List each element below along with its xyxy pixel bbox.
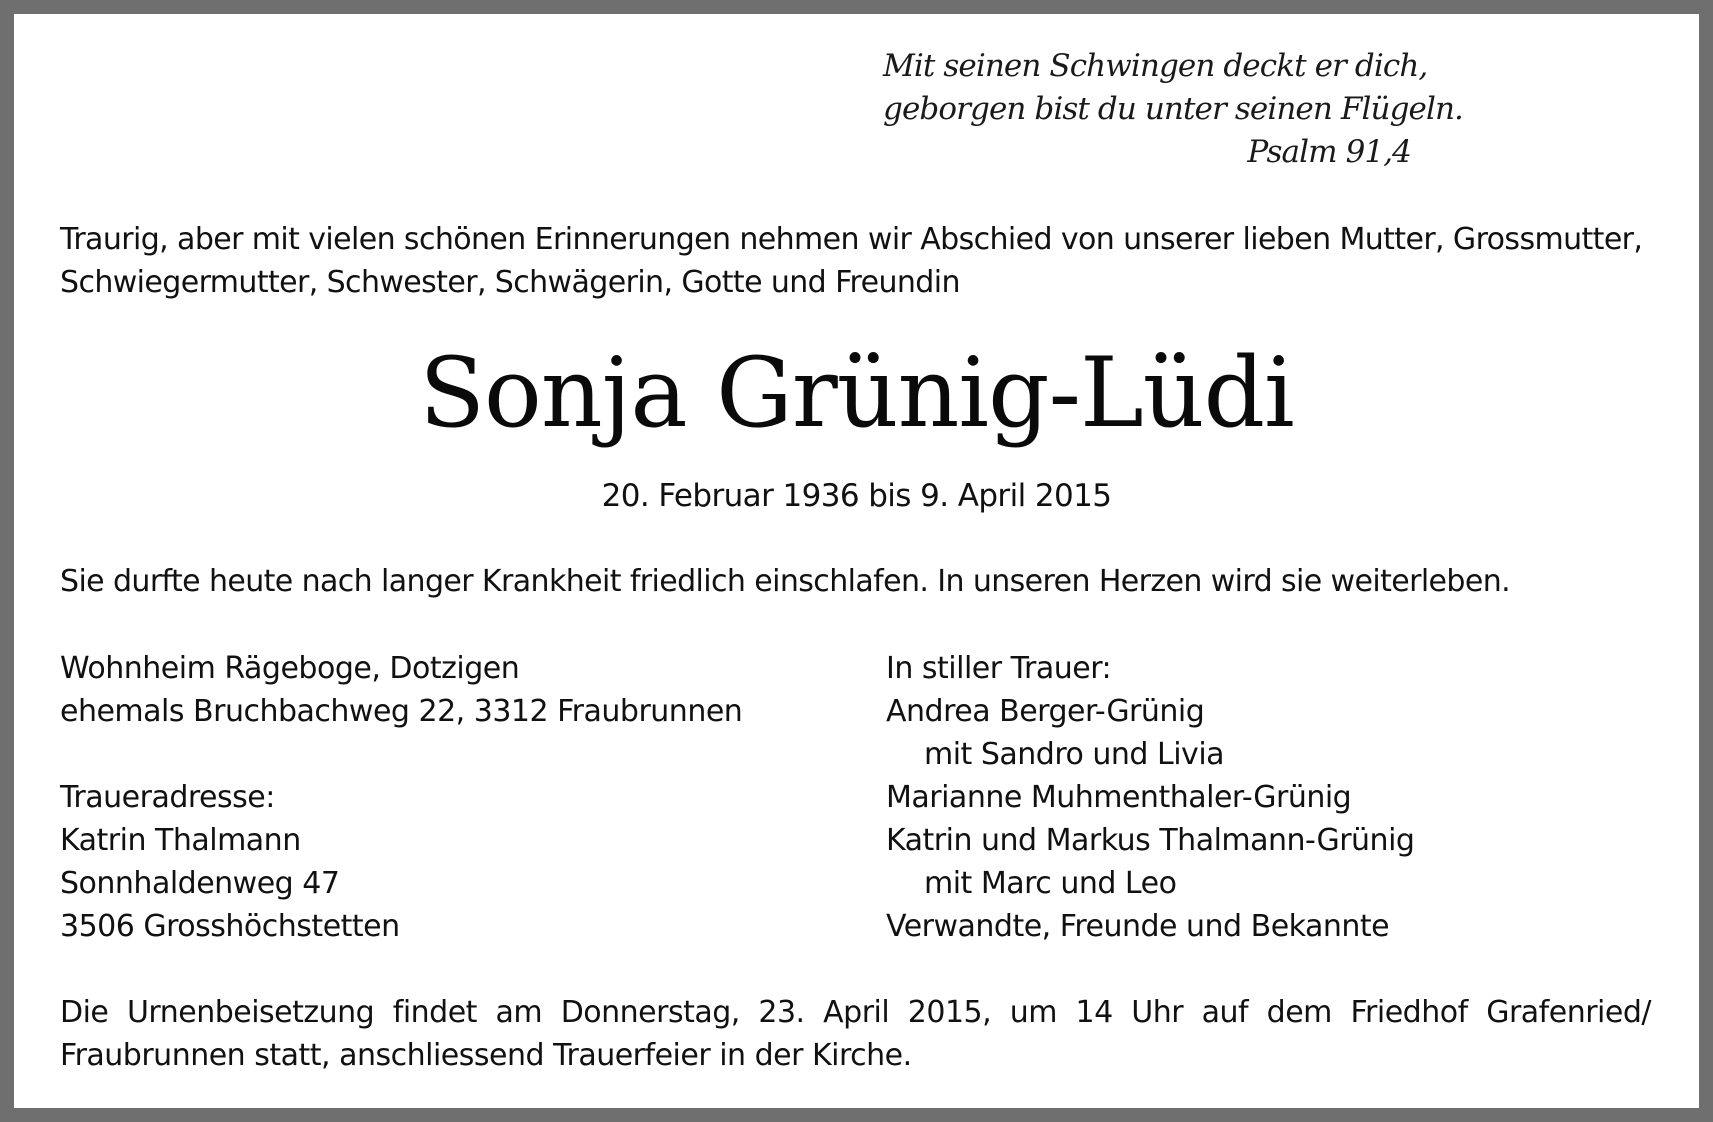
mourner-entry: mit Marc und Leo bbox=[924, 866, 1177, 901]
statement-text: Sie durfte heute nach langer Krankheit friedlich einschlafen. In unseren Herzen wird sie weiterleben. bbox=[60, 564, 1511, 599]
mourner-entry: Andrea Berger-Grünig bbox=[886, 694, 1205, 729]
psalm-line: Mit seinen Schwingen deckt er dich, bbox=[883, 48, 1428, 84]
funeral-notice bbox=[60, 991, 1651, 1077]
funeral-notice-line: Die Urnenbeisetzung findet am Donnerstag, 23. April 2015, um 14 Uhr auf dem Friedhof Grafenried/ bbox=[60, 995, 1651, 1030]
mourning-address-street: Sonnhaldenweg 47 bbox=[60, 866, 340, 901]
mourners-heading: In stiller Trauer: bbox=[886, 651, 1112, 686]
intro-text bbox=[60, 218, 1665, 304]
psalm-quote bbox=[883, 45, 1463, 174]
intro-line: Traurig, aber mit vielen schönen Erinnerungen nehmen wir Abschied von unserer lieben Mutter, Grossmutter, bbox=[60, 222, 1643, 257]
address-column bbox=[60, 647, 742, 948]
mourner-entry: Verwandte, Freunde und Bekannte bbox=[886, 909, 1390, 944]
residence-line: Wohnheim Rägeboge, Dotzigen bbox=[60, 651, 520, 686]
residence-line: ehemals Bruchbachweg 22, 3312 Fraubrunnen bbox=[60, 694, 743, 729]
mourning-address-heading: Traueradresse: bbox=[60, 780, 275, 815]
psalm-reference: Psalm 91,4 bbox=[1247, 134, 1411, 170]
intro-line: Schwiegermutter, Schwester, Schwägerin, Gotte und Freundin bbox=[60, 265, 960, 300]
mourner-entry: Katrin und Markus Thalmann-Grünig bbox=[886, 823, 1415, 858]
deceased-name: Sonja Grünig-Lüdi bbox=[419, 337, 1294, 449]
mourning-address-city: 3506 Grosshöchstetten bbox=[60, 909, 400, 944]
spacer bbox=[60, 733, 742, 776]
psalm-line: geborgen bist du unter seinen Flügeln. bbox=[883, 91, 1463, 127]
mourner-entry: Marianne Muhmenthaler-Grünig bbox=[886, 780, 1352, 815]
mourner-entry: mit Sandro und Livia bbox=[924, 737, 1225, 772]
funeral-notice-line: Fraubrunnen statt, anschliessend Trauerfeier in der Kirche. bbox=[60, 1038, 912, 1073]
mourners-column bbox=[886, 647, 1414, 948]
life-dates: 20. Februar 1936 bis 9. April 2015 bbox=[601, 478, 1112, 514]
mourning-address-name: Katrin Thalmann bbox=[60, 823, 301, 858]
